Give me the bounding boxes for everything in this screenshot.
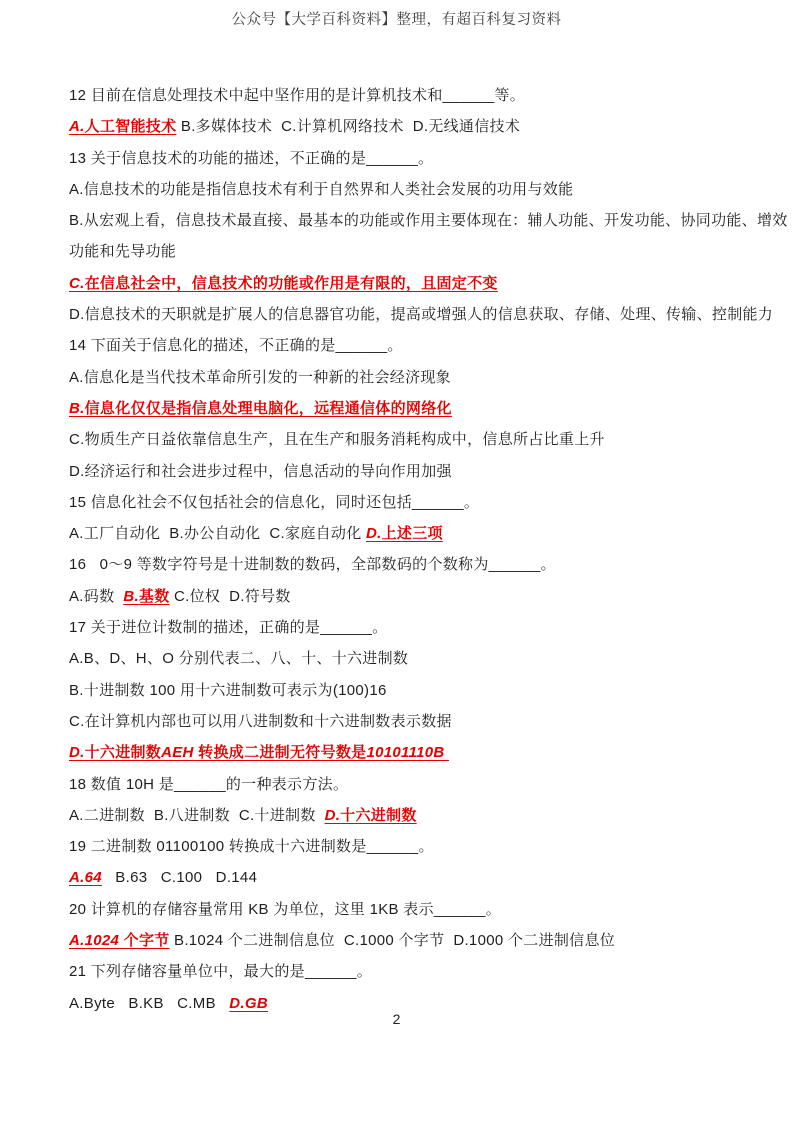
text-run: B.从宏观上看，信息技术最直接、最基本的功能或作用主要体现在：辅人功能、开发功能、协同功能、增效 xyxy=(69,212,788,230)
text-run: C.位权 D.符号数 xyxy=(169,587,291,605)
text-run: C.物质生产日益依靠信息生产，且在生产和服务消耗构成中，信息所占比重上升 xyxy=(69,431,605,449)
text-line xyxy=(69,205,788,236)
text-line xyxy=(69,925,763,956)
text-line xyxy=(69,111,763,142)
text-run: A.二进制数 B.八进制数 C.十进制数 xyxy=(69,806,325,824)
text-line xyxy=(69,424,763,455)
answer-highlight: B. xyxy=(69,399,85,417)
answer-highlight: A. xyxy=(69,118,85,136)
text-line xyxy=(69,643,763,674)
text-line xyxy=(69,268,763,299)
answer-highlight: A.1024 xyxy=(69,932,120,950)
answer-highlight: 基数 xyxy=(138,587,170,605)
text-line xyxy=(69,236,763,267)
text-run: A.信息化是当代技术革命所引发的一种新的社会经济现象 xyxy=(69,368,451,386)
answer-highlight: 十六进制数 xyxy=(340,806,417,824)
text-run: C.在计算机内部也可以用八进制数和十六进制数表示数据 xyxy=(69,712,452,730)
answer-highlight: B. xyxy=(123,587,139,605)
text-line xyxy=(69,393,763,424)
text-line xyxy=(69,518,763,549)
document-body xyxy=(69,80,788,1019)
text-line xyxy=(69,549,763,580)
text-line xyxy=(69,706,763,737)
text-run: 17 关于进位计数制的描述，正确的是______。 xyxy=(69,619,388,637)
text-run: 14 下面关于信息化的描述，不正确的是______。 xyxy=(69,337,403,355)
answer-highlight: 信息化仅仅是指信息处理电脑化，远程通信体的网络化 xyxy=(84,399,452,417)
text-run: B.1024 个二进制信息位 C.1000 个字节 D.1000 个二进制信息位 xyxy=(169,932,616,950)
text-run: A.工厂自动化 B.办公自动化 C.家庭自动化 xyxy=(69,525,366,543)
text-run: 13 关于信息技术的功能的描述，不正确的是______。 xyxy=(69,149,434,167)
answer-highlight: 10101110B xyxy=(366,744,449,762)
answer-highlight: 转换成二进制无符号数是 xyxy=(193,744,367,762)
text-run: B.十进制数 100 用十六进制数可表示为(100)16 xyxy=(69,681,387,699)
text-line xyxy=(69,362,763,393)
answer-highlight: AEH xyxy=(161,744,194,762)
text-line xyxy=(69,487,763,518)
text-run: B.63 C.100 D.144 xyxy=(101,869,258,887)
text-run: 功能和先导功能 xyxy=(69,243,177,261)
text-line xyxy=(69,800,763,831)
text-line xyxy=(69,80,763,111)
text-line xyxy=(69,894,763,925)
text-line xyxy=(69,330,763,361)
answer-highlight: 在信息社会中，信息技术的功能或作用是有限的，且固定不变 xyxy=(84,274,498,292)
text-run: 21 下列存储容量单位中，最大的是______。 xyxy=(69,963,373,981)
text-run: A.信息技术的功能是指信息技术有利于自然界和人类社会发展的功用与效能 xyxy=(69,180,574,198)
text-run: 15 信息化社会不仅包括社会的信息化，同时还包括______。 xyxy=(69,493,480,511)
text-run: 12 目前在信息处理技术中起中坚作用的是计算机技术和______等。 xyxy=(69,87,526,104)
text-line xyxy=(69,299,774,330)
text-line xyxy=(69,675,763,706)
text-line xyxy=(69,831,763,862)
text-run: A.B、D、H、O 分别代表二、八、十、十六进制数 xyxy=(69,650,409,668)
text-line xyxy=(69,581,763,612)
answer-highlight: 十六进制数 xyxy=(84,744,162,762)
answer-highlight: 人工智能技术 xyxy=(84,118,177,136)
text-line xyxy=(69,174,763,205)
text-line xyxy=(69,737,763,768)
text-run: 18 数值 10H 是______的一种表示方法。 xyxy=(69,775,349,793)
text-run: D.经济运行和社会进步过程中，信息活动的导向作用加强 xyxy=(69,462,452,480)
text-line xyxy=(69,456,763,487)
page-number: 2 xyxy=(392,1011,401,1027)
answer-highlight: 个字节 xyxy=(119,932,170,950)
answer-highlight: D. xyxy=(365,525,382,543)
text-run: D.信息技术的天职就是扩展人的信息器官功能，提高或增强人的信息获取、存储、处理、传输、控制能力 xyxy=(69,306,774,324)
text-run: 16 0～9 等数字符号是十进制数的数码，全部数码的个数称为______。 xyxy=(69,556,556,574)
text-run: 19 二进制数 01100100 转换成十六进制数是______。 xyxy=(69,838,434,856)
answer-highlight: D.GB xyxy=(229,994,268,1012)
text-line xyxy=(69,862,763,893)
page-header: 公众号【大学百科资料】整理，有超百科复习资料 xyxy=(231,12,562,28)
answer-highlight: 上述三项 xyxy=(381,525,443,543)
text-line xyxy=(69,612,763,643)
answer-highlight: D. xyxy=(69,744,85,762)
text-run: A.Byte B.KB C.MB xyxy=(69,994,230,1012)
answer-highlight: D. xyxy=(324,806,341,824)
text-run: A.码数 xyxy=(69,587,124,605)
text-line xyxy=(69,769,763,800)
text-run: B.多媒体技术 C.计算机网络技术 D.无线通信技术 xyxy=(176,118,521,136)
answer-highlight: A.64 xyxy=(69,869,102,887)
answer-highlight: C. xyxy=(69,274,85,292)
text-line xyxy=(69,956,763,987)
text-line xyxy=(69,143,763,174)
text-run: 20 计算机的存储容量常用 KB 为单位，这里 1KB 表示______。 xyxy=(69,900,502,918)
